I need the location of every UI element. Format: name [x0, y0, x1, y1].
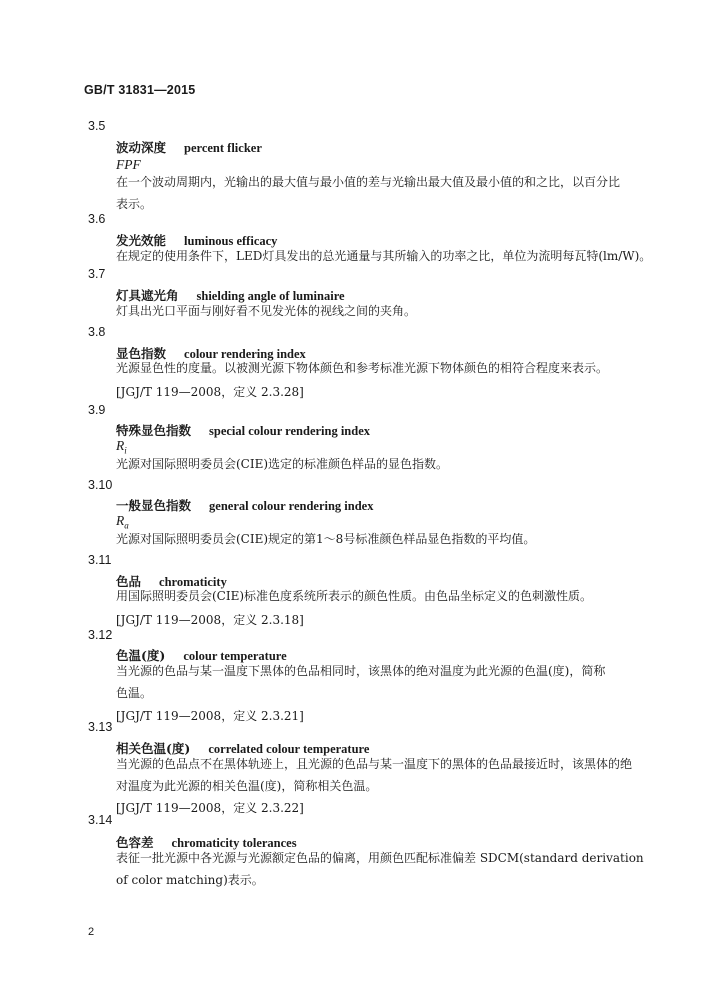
term-english: colour temperature: [183, 649, 287, 663]
clause-number: 3.13: [88, 720, 113, 734]
term-english: percent flicker: [184, 141, 262, 155]
definition-text: [116, 301, 694, 323]
term-chinese: 相关色温(度): [116, 741, 191, 756]
definition-text: [116, 454, 694, 476]
symbol-subscript: a: [124, 520, 129, 531]
term-english: special colour rendering index: [209, 424, 371, 438]
definition-line: 当光源的色品点不在黑体轨迹上，且光源的色品与某一温度下的黑体的色品最接近时，该黑体的绝: [116, 757, 633, 771]
term-english: correlated colour temperature: [208, 742, 370, 756]
definition-text: [116, 754, 694, 797]
symbol-subscript: i: [124, 445, 127, 456]
term-english: colour rendering index: [184, 347, 306, 361]
term-heading: [116, 421, 370, 439]
term-symbol: FPF: [116, 157, 141, 172]
clause-number: 3.11: [88, 553, 112, 567]
term-symbol: $R_i$: [116, 438, 127, 456]
page-number: 2: [88, 926, 95, 938]
definition-line: 色温。: [116, 685, 153, 700]
clause-number: 3.12: [88, 628, 113, 642]
definition-line: 光源显色性的度量。以被测光源下物体颜色和参考标准光源下物体颜色的相符合程度来表示。: [116, 361, 609, 375]
term-chinese: 色品: [116, 574, 142, 589]
definition-line: 表示。: [116, 196, 153, 211]
definition-line: 在一个波动周期内，光输出的最大值与最小值的差与光输出最大值及最小值的和之比，以百分比: [116, 175, 621, 189]
term-english: chromaticity: [159, 575, 227, 589]
definition-line: of color matching)表示。: [116, 872, 264, 887]
definition-line: 在规定的使用条件下，LED灯具发出的总光通量与其所输入的功率之比，单位为流明每瓦特(lm/W)。: [116, 249, 652, 263]
source-citation: [JGJ/T 119—2008，定义 2.3.22]: [116, 801, 304, 815]
clause-number: 3.14: [88, 813, 113, 827]
clause-number: 3.5: [88, 119, 106, 133]
term-chinese: 特殊显色指数: [116, 423, 192, 438]
clause-number: 3.10: [88, 478, 113, 492]
definition-line: 光源对国际照明委员会(CIE)规定的第1～8号标准颜色样品显色指数的平均值。: [116, 532, 536, 546]
definition-line: 当光源的色品与某一温度下黑体的色品相同时，该黑体的绝对温度为此光源的色温(度)，简称: [116, 664, 606, 678]
term-english: general colour rendering index: [209, 499, 374, 513]
definition-line: 用国际照明委员会(CIE)标准色度系统所表示的颜色性质。由色品坐标定义的色刺激性质。: [116, 589, 593, 603]
term-chinese: 一般显色指数: [116, 498, 192, 513]
term-english: chromaticity tolerances: [171, 836, 297, 850]
clause-number: 3.7: [88, 267, 106, 281]
standard-code-header: GB/T 31831—2015: [84, 83, 196, 97]
term-chinese: 显色指数: [116, 346, 167, 361]
source-citation: [JGJ/T 119—2008，定义 2.3.18]: [116, 613, 304, 627]
definition-text: [116, 529, 694, 551]
definition-line: 光源对国际照明委员会(CIE)选定的标准颜色样品的显色指数。: [116, 457, 449, 471]
term-english: luminous efficacy: [184, 234, 278, 248]
definition-line: 对温度为此光源的相关色温(度)，简称相关色温。: [116, 778, 378, 793]
definition-text: [116, 848, 694, 891]
source-citation: [JGJ/T 119—2008，定义 2.3.28]: [116, 385, 304, 399]
definition-text: [116, 661, 694, 704]
definition-line: 灯具出光口平面与刚好看不见发光体的视线之间的夹角。: [116, 304, 417, 318]
source-citation: [JGJ/T 119—2008，定义 2.3.21]: [116, 709, 304, 723]
term-chinese: 灯具遮光角: [116, 288, 179, 303]
term-chinese: 色容差: [116, 835, 154, 850]
definition-text: [116, 246, 694, 268]
term-chinese: 色温(度): [116, 648, 166, 663]
term-chinese: 发光效能: [116, 233, 167, 248]
term-heading: [116, 138, 262, 156]
definition-text: [116, 358, 694, 380]
definition-text: [116, 586, 694, 608]
term-symbol: $R_a$: [116, 513, 129, 531]
term-english: shielding angle of luminaire: [196, 289, 345, 303]
term-heading: [116, 496, 373, 514]
clause-number: 3.9: [88, 403, 106, 417]
clause-number: 3.6: [88, 212, 106, 226]
clause-number: 3.8: [88, 325, 106, 339]
term-chinese: 波动深度: [116, 140, 167, 155]
definition-line: 表征一批光源中各光源与光源额定色品的偏离，用颜色匹配标准偏差 SDCM(standard derivation: [116, 851, 644, 865]
definition-text: [116, 172, 694, 215]
